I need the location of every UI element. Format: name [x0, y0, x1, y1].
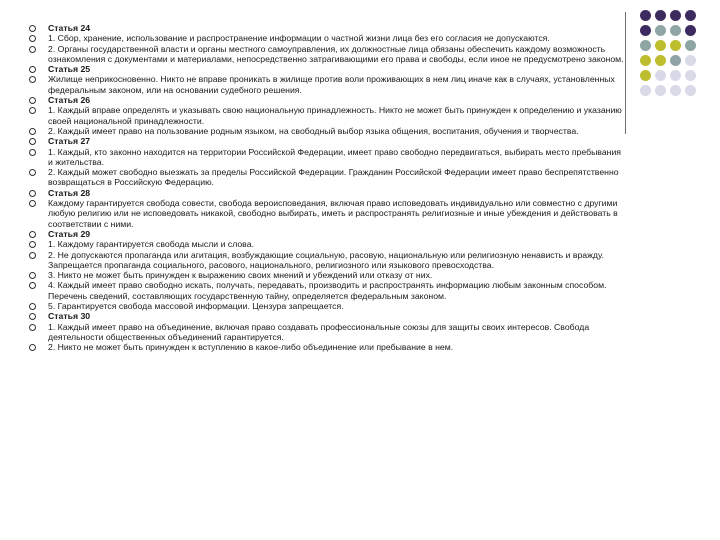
- article-paragraph: Жилище неприкосновенно. Никто не вправе проникать в жилище против воли проживающих в нем лиц иначе как в случаях, установленных федеральным законом, или на основании судебного решения.: [28, 74, 628, 95]
- article-heading: Статья 25: [28, 64, 628, 74]
- decorative-dot: [685, 85, 696, 96]
- article-paragraph: 1. Каждому гарантируется свобода мысли и слова.: [28, 239, 628, 249]
- decorative-dot-grid: [640, 10, 720, 130]
- decorative-dot: [655, 25, 666, 36]
- article-paragraph: 2. Органы государственной власти и органы местного самоуправления, их должностные лица обязаны обеспечить каждому возможность ознакомления с документами и материалами, непосредственно затрагивающими его права и свободы, если иное не предусмотрено законом.: [28, 44, 628, 65]
- article-heading: Статья 29: [28, 229, 628, 239]
- decorative-dot: [640, 85, 651, 96]
- decorative-dot: [685, 25, 696, 36]
- article-paragraph: 2. Не допускаются пропаганда или агитация, возбуждающие социальную, расовую, национальную или религиозную ненависть и вражду. Запрещается пропаганда социального, расового, национального, религиозного или языкового превосходства.: [28, 250, 628, 271]
- decorative-dot: [670, 10, 681, 21]
- article-heading: Статья 30: [28, 311, 628, 321]
- decorative-dot: [685, 70, 696, 81]
- article-paragraph: 1. Каждый вправе определять и указывать свою национальную принадлежность. Никто не может быть принужден к определению и указанию своей национальной принадлежности.: [28, 105, 628, 126]
- decorative-dot: [655, 85, 666, 96]
- decorative-dot: [640, 40, 651, 51]
- decorative-dot: [655, 55, 666, 66]
- article-heading: Статья 24: [28, 23, 628, 33]
- decorative-dot: [670, 55, 681, 66]
- decorative-dot: [685, 10, 696, 21]
- article-paragraph: 1. Каждый, кто законно находится на территории Российской Федерации, имеет право свободно передвигаться, выбирать место пребывания и жительства.: [28, 147, 628, 168]
- decorative-dot: [670, 25, 681, 36]
- decorative-dot: [640, 70, 651, 81]
- article-paragraph: 2. Никто не может быть принужден к вступлению в какое-либо объединение или пребывание в нем.: [28, 342, 628, 352]
- decorative-dot: [640, 25, 651, 36]
- document-body: [28, 23, 628, 353]
- article-paragraph: 4. Каждый имеет право свободно искать, получать, передавать, производить и распространять информацию любым законным способом. Перечень сведений, составляющих государственную тайну, определяется федеральным законом.: [28, 280, 628, 301]
- article-paragraph: 3. Никто не может быть принужден к выражению своих мнений и убеждений или отказу от них.: [28, 270, 628, 280]
- decorative-dot: [655, 40, 666, 51]
- decorative-dot: [640, 10, 651, 21]
- article-paragraph: 5. Гарантируется свобода массовой информации. Цензура запрещается.: [28, 301, 628, 311]
- article-paragraph: 1. Сбор, хранение, использование и распространение информации о частной жизни лица без его согласия не допускаются.: [28, 33, 628, 43]
- decorative-dot: [685, 40, 696, 51]
- article-paragraph: 2. Каждый может свободно выезжать за пределы Российской Федерации. Гражданин Российской Федерации имеет право беспрепятственно возвращаться в Российскую Федерацию.: [28, 167, 628, 188]
- article-heading: Статья 28: [28, 188, 628, 198]
- decorative-dot: [670, 70, 681, 81]
- decorative-dot: [655, 70, 666, 81]
- decorative-dot: [640, 55, 651, 66]
- decorative-dot: [670, 40, 681, 51]
- article-paragraph: 1. Каждый имеет право на объединение, включая право создавать профессиональные союзы для защиты своих интересов. Свобода деятельности общественных объединений гарантируется.: [28, 322, 628, 343]
- decorative-dot: [670, 85, 681, 96]
- article-paragraph: 2. Каждый имеет право на пользование родным языком, на свободный выбор языка общения, воспитания, обучения и творчества.: [28, 126, 628, 136]
- article-heading: Статья 27: [28, 136, 628, 146]
- article-heading: Статья 26: [28, 95, 628, 105]
- article-paragraph: Каждому гарантируется свобода совести, свобода вероисповедания, включая право исповедовать индивидуально или совместно с другими любую религию или не исповедовать никакой, свободно выбирать, иметь и распространять религиозные и иные убеждения и действовать в соответствии с ними.: [28, 198, 628, 229]
- decorative-dot: [655, 10, 666, 21]
- decorative-dot: [685, 55, 696, 66]
